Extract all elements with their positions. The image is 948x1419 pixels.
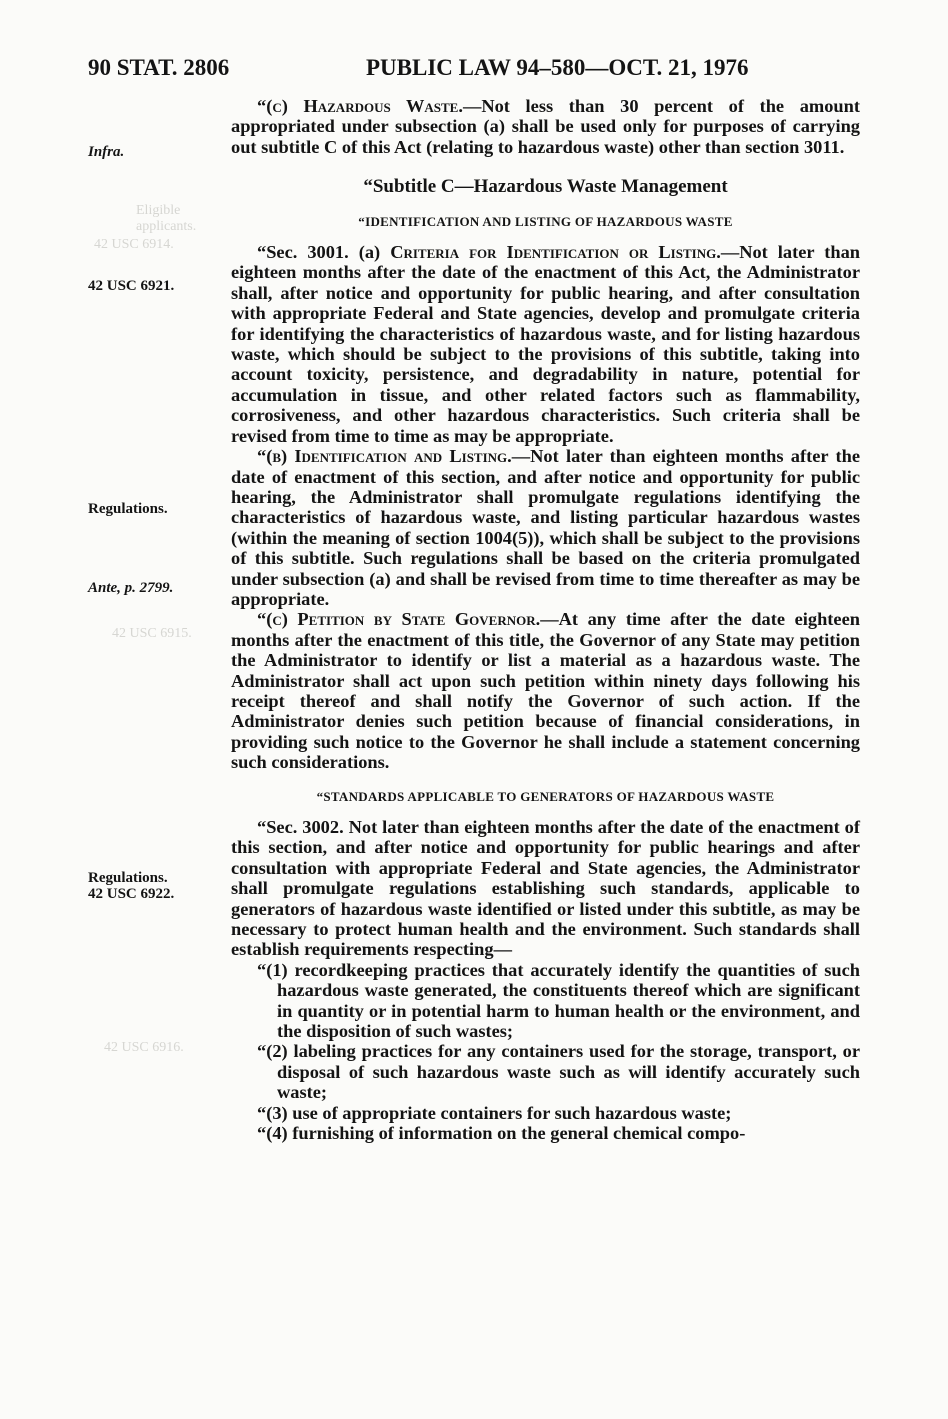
margin-note-regulations: Regulations. [88, 501, 168, 517]
margin-note-usc-6921: 42 USC 6921. [88, 278, 175, 294]
paragraph-hazardous-waste [231, 96, 860, 157]
section-3001-a [231, 242, 860, 446]
paragraph-text: —Not later than eighteen months after the date of enactment of this section, and after notice and opportunity for public hearing, the Administrator shall promulgate regulations identifying the characteristics of hazardous waste, and listing particular hazardous wastes (within the meaning of section 1004(5)), which shall be subject to the provisions of this subtitle. Such regulations shall be based on the criteria promulgated under subsection (a) and shall be revised from time to time thereafter as may be appropriate. [231, 446, 860, 609]
paragraph-text: —At any time after the date eighteen months after the enactment of this title, the Governor of any State may petition the Administrator to identify or list a material as a hazardous waste. The Administrator shall act upon such petition within ninety days following his receipt thereof and shall notify the Governor of such action. If the Administrator denies such petition because of financial considerations, in providing such notice to the Governor he shall include a statement concerning such considerations. [231, 609, 860, 773]
subtitle-heading: “Subtitle C—Hazardous Waste Management [363, 176, 728, 198]
paragraph-label: “(c) Petition by State Governor. [257, 609, 541, 630]
section-subheading: “IDENTIFICATION AND LISTING OF HAZARDOUS WASTE [358, 213, 733, 229]
paragraph-text: —Not less than 30 percent of the amount appropriated under subsection (a) shall be used only for purposes of carrying out subtitle C of this Act (relating to hazardous waste) other than section 3011. [231, 96, 860, 157]
bleed-through-text: applicants. [136, 219, 197, 234]
paragraph-text: —Not later than eighteen months after the date of the enactment of this Act, the Administrator shall, after notice and opportunity for public hearing, and after consultation with appropriate Federal and State agencies, develop and promulgate criteria for identifying the characteristics of hazardous waste, and for listing hazardous waste, which should be subject to the provisions of this subtitle, taking into account toxicity, persistence, and degradability in nature, potential for accumulation in tissue, and other related factors such as flammability, corrosiveness, and other hazardous characteristics. Such criteria shall be revised from time to time as may be appropriate. [231, 242, 861, 446]
margin-note-regulations: Regulations. [88, 870, 168, 886]
paragraph-label: “(c) Hazardous Waste. [257, 96, 463, 116]
section-3001-c [231, 609, 860, 772]
bleed-through-text: Eligible [136, 203, 181, 218]
list-item: “(4) furnishing of information on the general chemical compo- [257, 1123, 746, 1144]
bleed-through-text: 42 USC 6914. [94, 237, 174, 252]
list-item: “(1) recordkeeping practices that accurately identify the quantities of such hazardous waste generated, the constituents thereof which are significant in quantity or in potential harm to human health or the environment, and the disposition of such wastes; [257, 959, 860, 1042]
running-header [88, 55, 888, 85]
list-item: “(3) use of appropriate containers for such hazardous waste; [257, 1102, 732, 1123]
bleed-through-text: 42 USC 6916. [104, 1040, 184, 1055]
law-title: PUBLIC LAW 94–580—OCT. 21, 1976 [366, 55, 749, 80]
margin-note-infra: Infra. [88, 144, 125, 160]
section-3002: “Sec. 3002. Not later than eighteen months after the date of the enactment of this section, and after notice and opportunity for public hearings and after consultation with appropriate Federal and State agencies, the Administrator shall promulgate regulations establishing such standards, applicable to generators of hazardous waste identified or listed under this subtitle, as may be necessary to protect human health and the environment. Such standards shall establish requirements respecting— [231, 817, 860, 960]
paragraph-label: Criteria for Identification or Listing. [390, 242, 721, 263]
list-item: “(2) labeling practices for any containers used for the storage, transport, or disposal of such hazardous waste such as will identify accurately such waste; [257, 1041, 860, 1103]
paragraph-label: “(b) Identification and Listing. [257, 446, 512, 467]
section-lead: “Sec. 3001. (a) [257, 242, 391, 263]
margin-note-ante: Ante, p. 2799. [88, 580, 174, 596]
margin-note-usc-6922: 42 USC 6922. [88, 886, 175, 902]
statute-body [231, 96, 860, 1144]
bleed-through-text: 42 USC 6915. [112, 626, 192, 641]
page-citation: 90 STAT. 2806 [88, 55, 230, 80]
section-subheading: “STANDARDS APPLICABLE TO GENERATORS OF HAZARDOUS WASTE [316, 788, 775, 804]
section-3001-b [231, 446, 860, 609]
